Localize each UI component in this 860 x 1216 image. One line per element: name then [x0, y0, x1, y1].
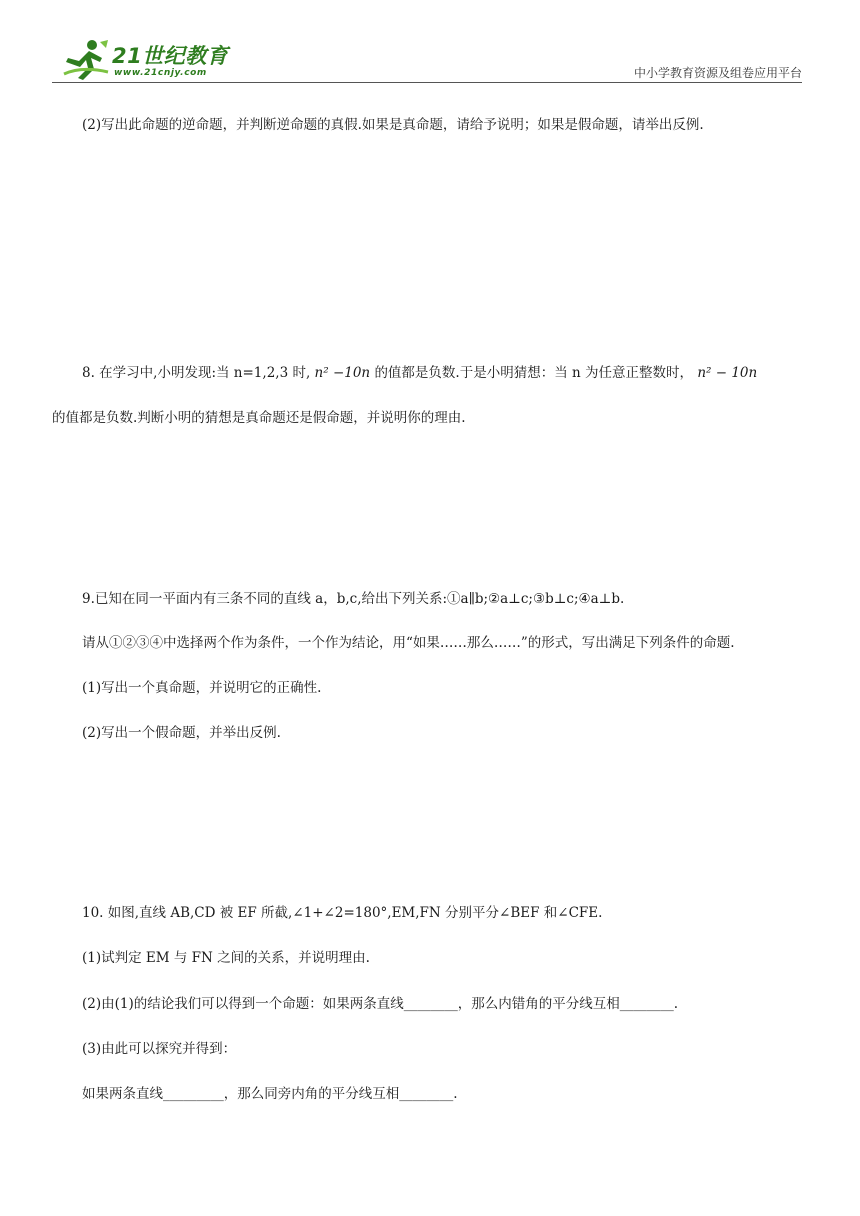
q8-line1 [82, 364, 757, 382]
header-divider [52, 82, 802, 83]
q8-text-b: 的值都是负数.于是小明猜想：当 n 为任意正整数时， [374, 365, 694, 381]
q9-line2: 请从①②③④中选择两个作为条件，一个作为结论，用“如果……那么……”的形式，写出满足下列条件的命题. [82, 635, 735, 651]
logo [62, 38, 232, 82]
q8-text-a: 8. 在学习中,小明发现:当 n=1,2,3 时, [82, 365, 311, 381]
q10-line1: 10. 如图,直线 AB,CD 被 EF 所截,∠1+∠2=180°,EM,FN 分别平分∠BEF 和∠CFE. [82, 905, 603, 921]
logo-url: www.21cnjy.com [114, 68, 207, 78]
q9-part1: (1)写出一个真命题，并说明它的正确性. [82, 680, 322, 696]
q10-part3-line: 如果两条直线_________，那么同旁内角的平分线互相________. [82, 1086, 458, 1102]
runner-logo-icon [62, 38, 112, 82]
header-tagline: 中小学教育资源及组卷应用平台 [633, 66, 802, 80]
q10-part2: (2)由(1)的结论我们可以得到一个命题：如果两条直线________，那么内错角的平分线互相________. [82, 996, 679, 1012]
logo-text: 21世纪教育 [112, 44, 229, 68]
page-header [0, 0, 860, 86]
q8-expression-2: n² − 10n [697, 365, 758, 381]
q10-part3: (3)由此可以探究并得到： [82, 1041, 237, 1057]
q9-line1: 9.已知在同一平面内有三条不同的直线 a，b,c,给出下列关系:①a∥b;②a⊥c;③b⊥c;④a⊥b. [82, 591, 625, 607]
q10-part1: (1)试判定 EM 与 FN 之间的关系，并说明理由. [82, 950, 370, 966]
q8-expression-1: n² −10n [314, 365, 371, 381]
q7-part2: (2)写出此命题的逆命题，并判断逆命题的真假.如果是真命题，请给予说明；如果是假命题，请举出反例. [82, 117, 704, 133]
q8-line2: 的值都是负数.判断小明的猜想是真命题还是假命题，并说明你的理由. [52, 410, 466, 426]
q9-part2: (2)写出一个假命题，并举出反例. [82, 725, 281, 741]
